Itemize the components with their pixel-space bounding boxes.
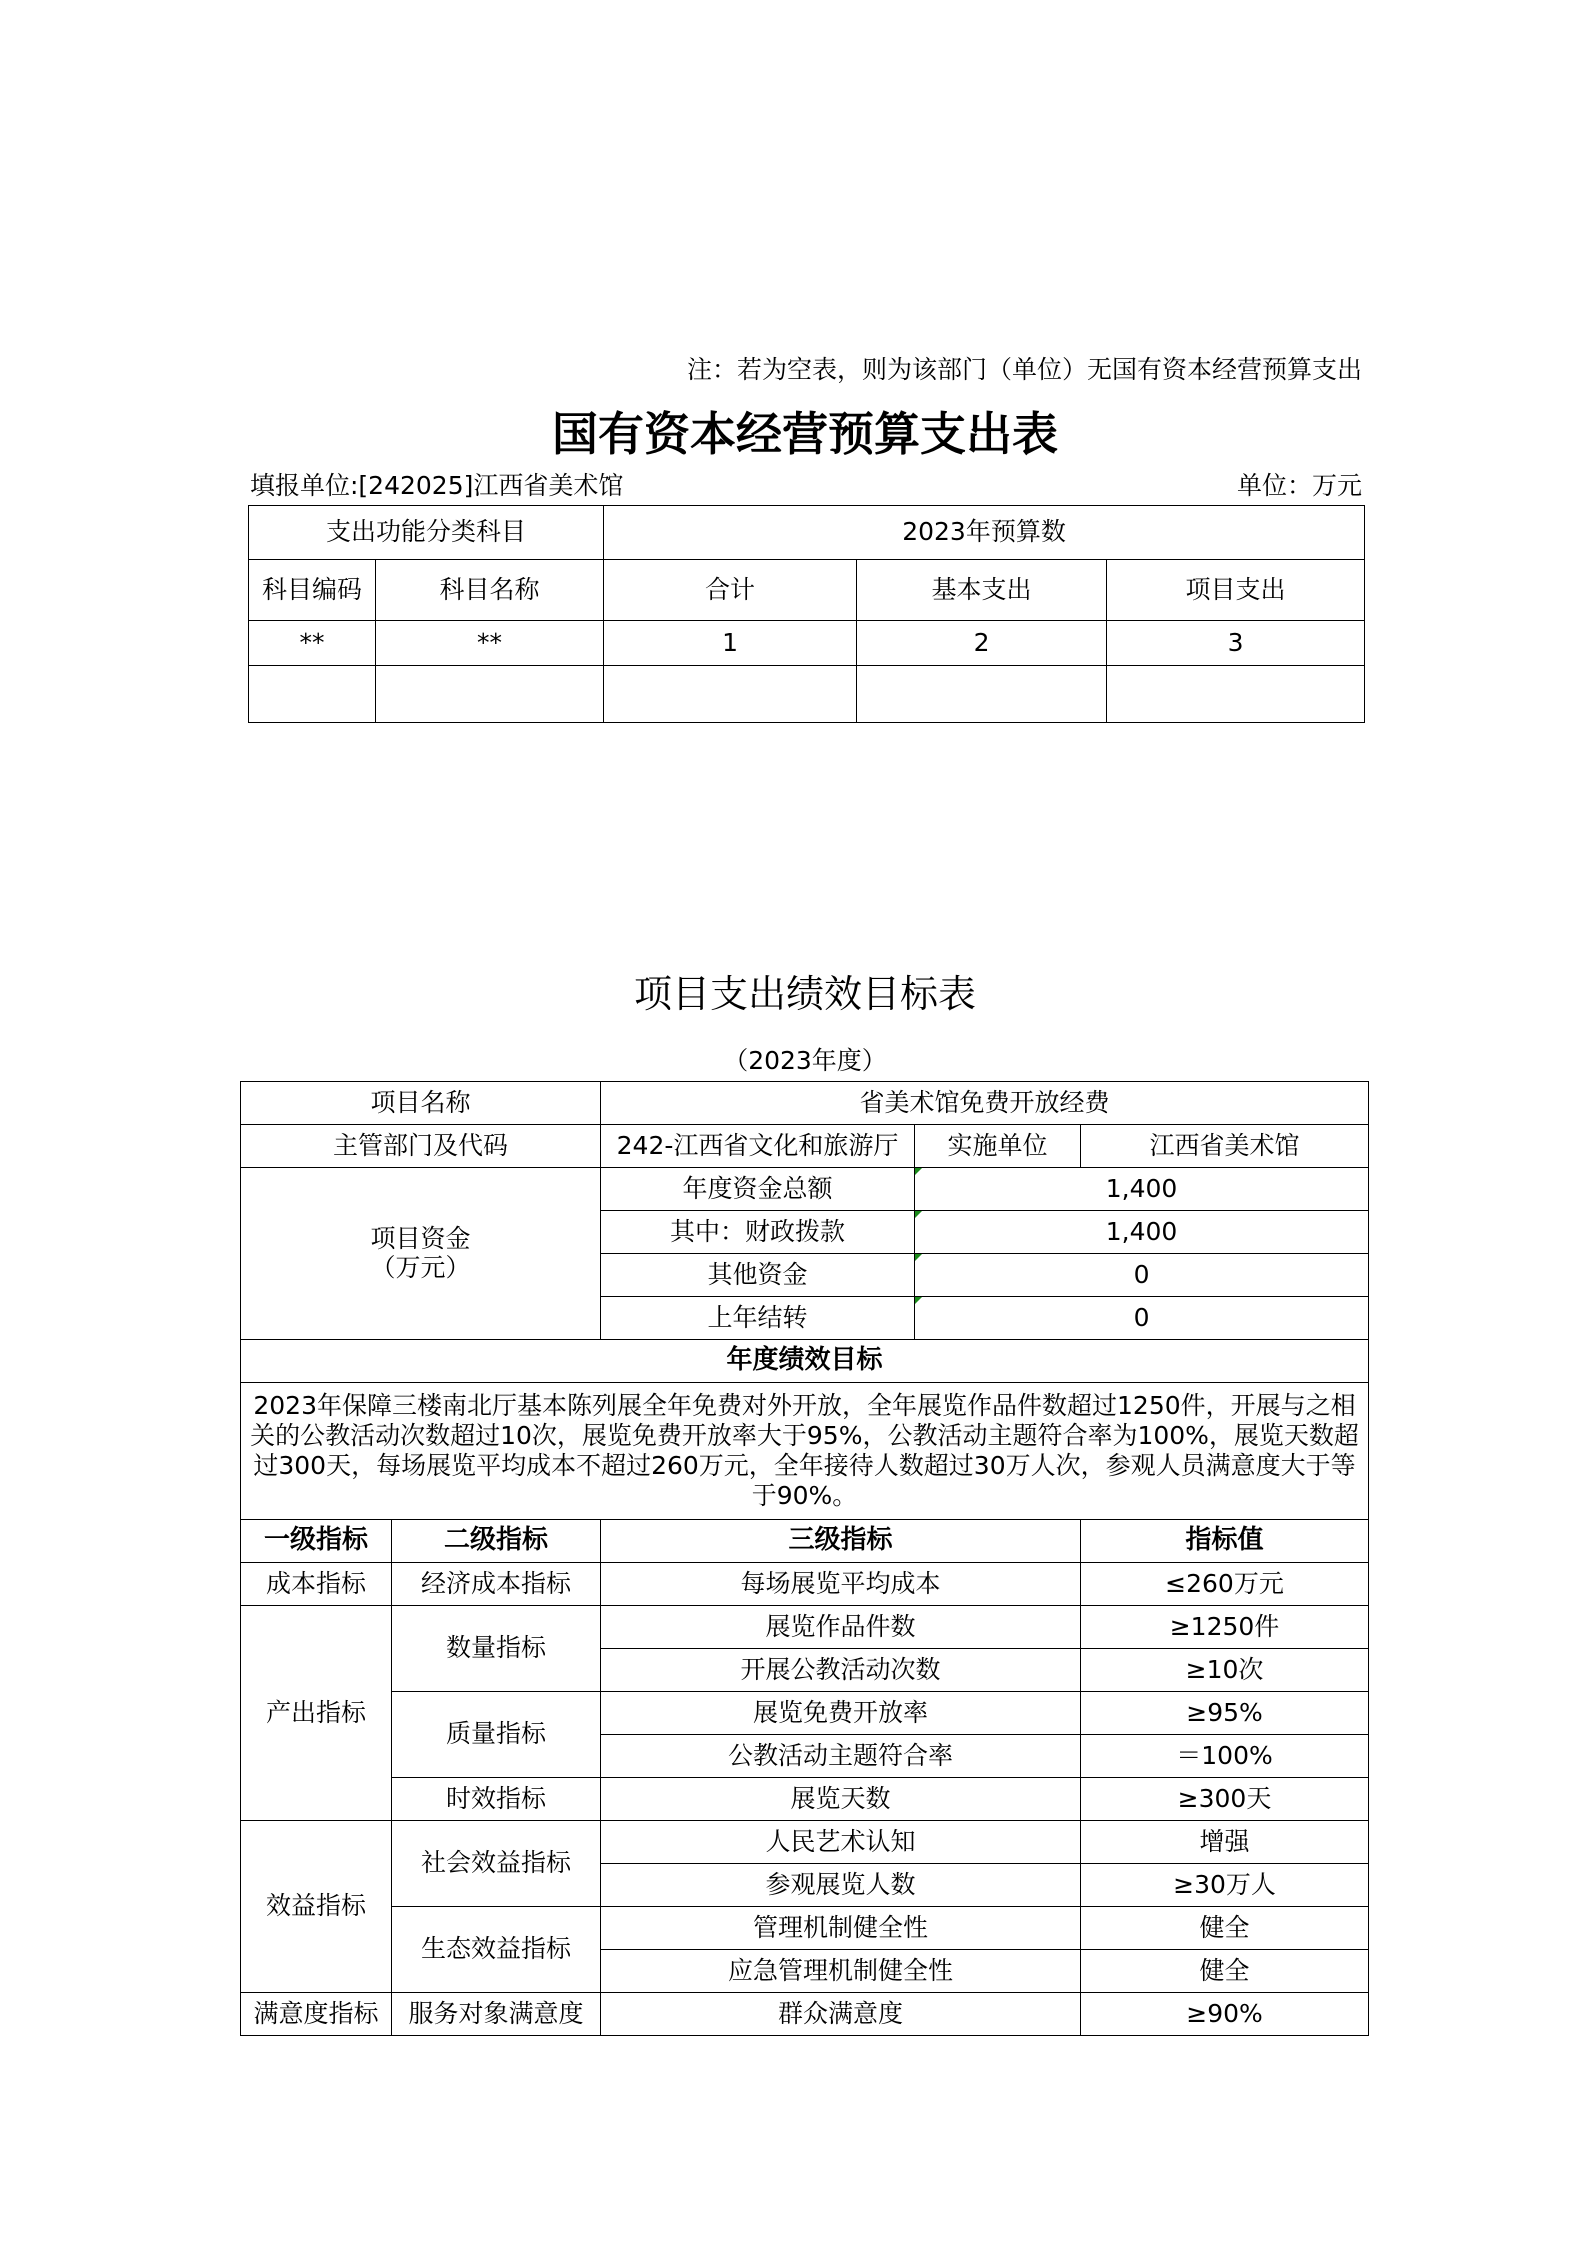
col-header: 项目支出 <box>1107 560 1365 621</box>
indicator-header: 三级指标 <box>601 1520 1081 1563</box>
l3-indicator: 开展公教活动次数 <box>601 1649 1081 1692</box>
goal-text: 2023年保障三楼南北厅基本陈列展全年免费对外开放，全年展览作品件数超过1250件，开展与之相关的公教活动次数超过10次，展览免费开放率大于95%，公教活动主题符合率为100%，展览天数超过300天，每场展览平均成本不超过260万元，全年接待人数超过30万人次，参观人员满意度大于等于90%。 <box>241 1383 1369 1520</box>
indicator-value: 健全 <box>1081 1907 1369 1950</box>
empty-table-note: 注：若为空表，则为该部门（单位）无国有资本经营预算支出 <box>686 355 1362 384</box>
indicator-value: ≥90% <box>1081 1993 1369 2036</box>
fund-value: 1,400 <box>915 1168 1369 1211</box>
index-cell: ** <box>376 621 604 666</box>
l3-indicator: 管理机制健全性 <box>601 1907 1081 1950</box>
currency-unit: 单位：万元 <box>1236 471 1362 500</box>
l1-cost: 成本指标 <box>241 1563 392 1606</box>
data-cell <box>376 666 604 723</box>
fund-value: 0 <box>915 1254 1369 1297</box>
col-header: 基本支出 <box>857 560 1107 621</box>
data-cell <box>857 666 1107 723</box>
funds-label-text: 项目资金 （万元） <box>370 1223 471 1282</box>
performance-title: 项目支出绩效目标表 <box>633 972 976 1016</box>
indicator-value: ≥10次 <box>1081 1649 1369 1692</box>
indicator-header: 指标值 <box>1081 1520 1369 1563</box>
impl-label: 实施单位 <box>915 1125 1081 1168</box>
data-cell <box>249 666 376 723</box>
col-header: 科目名称 <box>376 560 604 621</box>
index-cell: 2 <box>857 621 1107 666</box>
group-header-classification: 支出功能分类科目 <box>249 506 604 560</box>
fund-label: 年度资金总额 <box>601 1168 915 1211</box>
goal-header: 年度绩效目标 <box>241 1340 1369 1383</box>
project-name-label: 项目名称 <box>241 1082 601 1125</box>
indicator-value: 健全 <box>1081 1950 1369 1993</box>
index-cell: ** <box>249 621 376 666</box>
indicator-value: ≥1250件 <box>1081 1606 1369 1649</box>
l2-eco: 生态效益指标 <box>392 1907 601 1993</box>
budget-table <box>248 505 1365 723</box>
indicator-value: ≥95% <box>1081 1692 1369 1735</box>
reporting-unit: 填报单位:[242025]江西省美术馆 <box>250 471 624 500</box>
l3-indicator: 群众满意度 <box>601 1993 1081 2036</box>
l3-indicator: 每场展览平均成本 <box>601 1563 1081 1606</box>
l3-indicator: 展览天数 <box>601 1778 1081 1821</box>
l3-indicator: 公教活动主题符合率 <box>601 1735 1081 1778</box>
funds-label <box>241 1168 601 1340</box>
indicator-value: ＝100% <box>1081 1735 1369 1778</box>
fund-label: 其他资金 <box>601 1254 915 1297</box>
indicator-value: ≤260万元 <box>1081 1563 1369 1606</box>
fund-label: 其中：财政拨款 <box>601 1211 915 1254</box>
index-cell: 3 <box>1107 621 1365 666</box>
indicator-value: ≥30万人 <box>1081 1864 1369 1907</box>
l1-satisfaction: 满意度指标 <box>241 1993 392 2036</box>
fund-value: 0 <box>915 1297 1369 1340</box>
l2-quantity: 数量指标 <box>392 1606 601 1692</box>
l3-indicator: 应急管理机制健全性 <box>601 1950 1081 1993</box>
dept-label: 主管部门及代码 <box>241 1125 601 1168</box>
l3-indicator: 人民艺术认知 <box>601 1821 1081 1864</box>
indicator-value: 增强 <box>1081 1821 1369 1864</box>
budget-title: 国有资本经营预算支出表 <box>552 407 1058 461</box>
l2-timeliness: 时效指标 <box>392 1778 601 1821</box>
l3-indicator: 展览免费开放率 <box>601 1692 1081 1735</box>
fund-value: 1,400 <box>915 1211 1369 1254</box>
indicator-value: ≥300天 <box>1081 1778 1369 1821</box>
fund-label: 上年结转 <box>601 1297 915 1340</box>
index-cell: 1 <box>604 621 857 666</box>
data-cell <box>604 666 857 723</box>
project-name: 省美术馆免费开放经费 <box>601 1082 1369 1125</box>
l1-benefit: 效益指标 <box>241 1821 392 1993</box>
l2-econ: 经济成本指标 <box>392 1563 601 1606</box>
data-cell <box>1107 666 1365 723</box>
performance-year: （2023年度） <box>723 1046 887 1075</box>
l2-quality: 质量指标 <box>392 1692 601 1778</box>
l3-indicator: 展览作品件数 <box>601 1606 1081 1649</box>
l3-indicator: 参观展览人数 <box>601 1864 1081 1907</box>
l2-service: 服务对象满意度 <box>392 1993 601 2036</box>
col-header: 合计 <box>604 560 857 621</box>
l1-output: 产出指标 <box>241 1606 392 1821</box>
performance-table <box>240 1081 1369 2036</box>
dept-value: 242-江西省文化和旅游厅 <box>601 1125 915 1168</box>
col-header: 科目编码 <box>249 560 376 621</box>
impl-value: 江西省美术馆 <box>1081 1125 1369 1168</box>
indicator-header: 二级指标 <box>392 1520 601 1563</box>
indicator-header: 一级指标 <box>241 1520 392 1563</box>
l2-social: 社会效益指标 <box>392 1821 601 1907</box>
group-header-budget: 2023年预算数 <box>604 506 1365 560</box>
